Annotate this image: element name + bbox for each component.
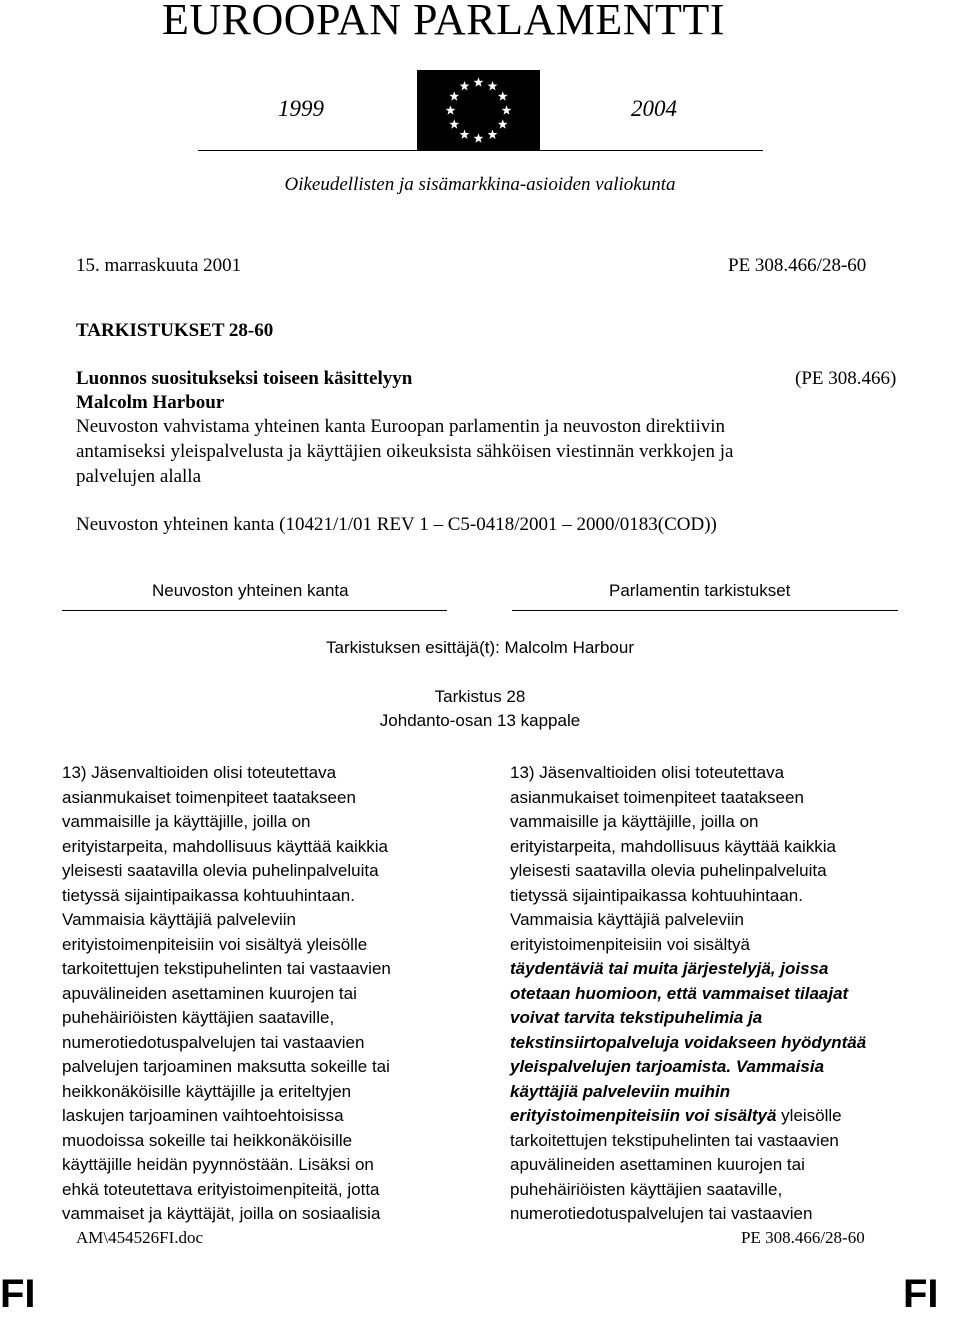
text-line: puhehäiriöisten käyttäjien saataville,	[62, 1008, 335, 1027]
text-line: asianmukaiset toimenpiteet taatakseen	[510, 787, 804, 807]
left-column-header: Neuvoston yhteinen kanta	[152, 581, 349, 600]
text-line: apuvälineiden asettaminen kuurojen tai	[62, 983, 357, 1003]
text-line: ehkä toteutettava erityistoimenpiteitä, jotta	[62, 1179, 380, 1199]
text-segment: yleisölle	[776, 1106, 842, 1125]
text-line: 13) Jäsenvaltioiden olisi toteutettava	[62, 763, 337, 782]
text-line: numerotiedotuspalvelujen tai vastaavien	[62, 1032, 365, 1052]
text-line: tarkoitettujen tekstipuhelinten tai vastaavien	[62, 959, 391, 978]
term-start-year: 1999	[278, 96, 324, 121]
document-date: 15. marraskuuta 2001	[76, 255, 242, 276]
rapporteur-name: Malcolm Harbour	[76, 392, 225, 413]
text-line: tietyssä sijaintipaikassa kohtuuhintaan.	[62, 885, 355, 905]
parliament-title: EUROOPAN PARLAMENTTI	[162, 0, 725, 44]
eu-stars-icon	[417, 70, 540, 151]
footer-reference: PE 308.466/28-60	[741, 1228, 865, 1247]
common-position-reference: Neuvoston yhteinen kanta (10421/1/01 REV 1 – C5-0418/2001 – 2000/0183(COD))	[76, 514, 717, 535]
text-line: erityistarpeita, mahdollisuus käyttää kaikkia	[510, 836, 836, 856]
text-line: apuvälineiden asettaminen kuurojen tai	[510, 1155, 805, 1174]
subject-line: antamiseksi yleispalvelusta ja käyttäjien oikeuksista sähköisen viestinnän verkkojen ja	[76, 441, 734, 462]
document-reference: PE 308.466/28-60	[728, 255, 867, 276]
left-column-text	[62, 761, 391, 1227]
text-line: vammaiset ja käyttäjät, joilla on sosiaalisia	[62, 1204, 381, 1223]
amendment-number: Tarkistus 28	[434, 687, 526, 706]
amendments-heading: TARKISTUKSET 28-60	[76, 320, 274, 341]
star-icon	[460, 81, 470, 90]
star-icon	[474, 77, 484, 86]
amendment-tabled-by: Tarkistuksen esittäjä(t): Malcolm Harbour	[326, 638, 634, 657]
text-line: 13) Jäsenvaltioiden olisi toteutettava	[510, 763, 785, 782]
text-line: yleisesti saatavilla olevia puhelinpalveluita	[510, 861, 827, 880]
text-line: muodoissa sokeille tai heikkonäköisille	[62, 1130, 353, 1150]
text-line: Vammaisia käyttäjiä palveleviin	[510, 910, 745, 929]
draft-reference: (PE 308.466)	[795, 368, 897, 389]
text-line: vammaisille ja käyttäjille, joilla on	[62, 812, 311, 831]
text-line	[510, 1104, 866, 1129]
inserted-text-line: voivat tarvita tekstipuhelimia ja	[510, 1008, 763, 1027]
inserted-text: erityistoimenpiteisiin voi sisältyä	[510, 1106, 777, 1125]
right-column-rule	[512, 610, 898, 611]
left-column-rule	[62, 610, 447, 611]
star-icon	[474, 133, 484, 142]
star-icon	[498, 91, 508, 100]
right-column-text	[510, 761, 866, 1227]
text-line: erityistarpeita, mahdollisuus käyttää kaikkia	[62, 836, 388, 856]
text-line: yleisesti saatavilla olevia puhelinpalveluita	[62, 861, 379, 880]
recital-reference: Johdanto-osan 13 kappale	[379, 711, 581, 730]
text-line: erityistoimenpiteisiin voi sisältyä yleisölle	[62, 934, 368, 954]
inserted-text-line: otetaan huomioon, että vammaiset tilaajat	[510, 983, 849, 1003]
text-line: numerotiedotuspalvelujen tai vastaavien	[510, 1204, 813, 1223]
inserted-text-line: tekstinsiirtopalveluja voidakseen hyödyntää	[510, 1032, 867, 1052]
committee-name: Oikeudellisten ja sisämarkkina-asioiden valiokunta	[284, 174, 676, 195]
star-icon	[502, 105, 512, 114]
text-line: käyttäjille heidän pyynnöstään. Lisäksi on	[62, 1155, 374, 1174]
text-line: vammaisille ja käyttäjille, joilla on	[510, 812, 759, 831]
text-line: erityistoimenpiteisiin voi sisältyä	[510, 934, 750, 954]
text-line: palvelujen tarjoaminen maksutta sokeille tai	[62, 1057, 390, 1076]
text-line: laskujen tarjoaminen vaihtoehtoisissa	[62, 1106, 344, 1125]
inserted-text-line: yleispalvelujen tarjoamista. Vammaisia	[510, 1057, 825, 1076]
term-end-year: 2004	[631, 96, 677, 121]
subject-line: Neuvoston vahvistama yhteinen kanta Euroopan parlamentin ja neuvoston direktiivin	[76, 416, 726, 437]
text-line: tarkoitettujen tekstipuhelinten tai vastaavien	[510, 1130, 839, 1150]
eu-flag-logo	[417, 70, 540, 151]
text-line: heikkonäköisille käyttäjille ja eriteltyjen	[62, 1081, 352, 1101]
draft-recommendation: Luonnos suositukseksi toiseen käsittelyyn	[76, 368, 413, 389]
star-icon	[488, 81, 498, 90]
star-icon	[460, 130, 470, 139]
text-line: puhehäiriöisten käyttäjien saataville,	[510, 1179, 783, 1199]
right-column-header: Parlamentin tarkistukset	[609, 581, 791, 600]
star-icon	[446, 105, 456, 114]
header-rule	[198, 150, 763, 151]
text-line: Vammaisia käyttäjiä palveleviin	[62, 910, 297, 929]
star-icon	[498, 119, 508, 128]
text-line: tietyssä sijaintipaikassa kohtuuhintaan.	[510, 885, 803, 905]
footer-language-right: FI	[903, 1272, 939, 1316]
text-line: asianmukaiset toimenpiteet taatakseen	[62, 787, 356, 807]
star-icon	[449, 91, 459, 100]
star-icon	[488, 130, 498, 139]
inserted-text-line: käyttäjiä palveleviin muihin	[510, 1081, 731, 1101]
inserted-text-line: täydentäviä tai muita järjestelyjä, joissa	[510, 959, 829, 978]
subject-line: palvelujen alalla	[76, 466, 202, 487]
footer-filename: AM\454526FI.doc	[76, 1228, 204, 1247]
star-icon	[449, 119, 459, 128]
footer-language-left: FI	[0, 1272, 36, 1316]
